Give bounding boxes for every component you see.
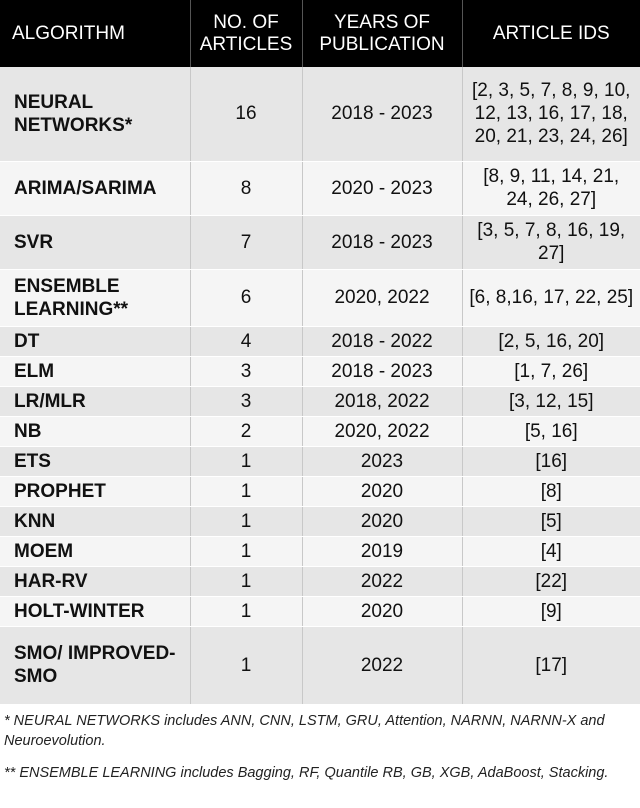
algorithm-cell: SVR bbox=[0, 215, 190, 269]
years-cell: 2020 bbox=[302, 506, 462, 536]
years-cell: 2020, 2022 bbox=[302, 269, 462, 326]
article-ids-cell: [6, 8,16, 17, 22, 25] bbox=[462, 269, 640, 326]
article-ids-cell: [5] bbox=[462, 506, 640, 536]
article-count-cell: 3 bbox=[190, 356, 302, 386]
algorithm-cell: HOLT-WINTER bbox=[0, 596, 190, 626]
algorithm-cell: ENSEMBLE LEARNING** bbox=[0, 269, 190, 326]
article-ids-cell: [8] bbox=[462, 476, 640, 506]
article-ids-cell: [16] bbox=[462, 446, 640, 476]
algorithm-cell: ETS bbox=[0, 446, 190, 476]
header-algorithm: ALGORITHM bbox=[0, 0, 190, 67]
years-cell: 2018 - 2023 bbox=[302, 67, 462, 161]
article-count-cell: 8 bbox=[190, 161, 302, 215]
algorithm-cell: HAR-RV bbox=[0, 566, 190, 596]
table-body bbox=[0, 67, 640, 704]
article-count-cell: 1 bbox=[190, 536, 302, 566]
table-row bbox=[0, 446, 640, 476]
years-cell: 2018, 2022 bbox=[302, 386, 462, 416]
table-row bbox=[0, 566, 640, 596]
algorithm-cell: DT bbox=[0, 326, 190, 356]
article-count-cell: 1 bbox=[190, 506, 302, 536]
table-row bbox=[0, 536, 640, 566]
article-count-cell: 7 bbox=[190, 215, 302, 269]
article-ids-cell: [3, 5, 7, 8, 16, 19, 27] bbox=[462, 215, 640, 269]
article-count-cell: 1 bbox=[190, 446, 302, 476]
algorithm-cell: NB bbox=[0, 416, 190, 446]
table-row bbox=[0, 67, 640, 161]
table-row bbox=[0, 269, 640, 326]
algorithm-cell: ELM bbox=[0, 356, 190, 386]
years-cell: 2020 bbox=[302, 476, 462, 506]
algorithm-cell: ARIMA/SARIMA bbox=[0, 161, 190, 215]
article-count-cell: 1 bbox=[190, 626, 302, 704]
years-cell: 2022 bbox=[302, 626, 462, 704]
article-count-cell: 6 bbox=[190, 269, 302, 326]
article-count-cell: 1 bbox=[190, 476, 302, 506]
article-count-cell: 1 bbox=[190, 566, 302, 596]
article-ids-cell: [3, 12, 15] bbox=[462, 386, 640, 416]
footnote-ensemble-learning: ** ENSEMBLE LEARNING includes Bagging, RF, Quantile RB, GB, XGB, AdaBoost, Stacking. bbox=[4, 764, 609, 781]
algorithm-cell: LR/MLR bbox=[0, 386, 190, 416]
header-article-ids: ARTICLE IDS bbox=[462, 0, 640, 67]
table-row bbox=[0, 506, 640, 536]
article-ids-cell: [17] bbox=[462, 626, 640, 704]
header-row bbox=[0, 0, 640, 67]
footnotes bbox=[0, 705, 640, 783]
table-row bbox=[0, 596, 640, 626]
table-row bbox=[0, 626, 640, 704]
table-row bbox=[0, 161, 640, 215]
article-count-cell: 2 bbox=[190, 416, 302, 446]
years-cell: 2019 bbox=[302, 536, 462, 566]
years-cell: 2018 - 2023 bbox=[302, 356, 462, 386]
years-cell: 2022 bbox=[302, 566, 462, 596]
algorithm-cell: MOEM bbox=[0, 536, 190, 566]
years-cell: 2018 - 2023 bbox=[302, 215, 462, 269]
article-ids-cell: [22] bbox=[462, 566, 640, 596]
table-row bbox=[0, 386, 640, 416]
algorithm-cell: PROPHET bbox=[0, 476, 190, 506]
article-count-cell: 4 bbox=[190, 326, 302, 356]
article-ids-cell: [1, 7, 26] bbox=[462, 356, 640, 386]
table-row bbox=[0, 416, 640, 446]
algorithm-cell: NEURAL NETWORKS* bbox=[0, 67, 190, 161]
table-row bbox=[0, 356, 640, 386]
article-ids-cell: [2, 3, 5, 7, 8, 9, 10, 12, 13, 16, 17, 18, 20, 21, 23, 24, 26] bbox=[462, 67, 640, 161]
table-row bbox=[0, 476, 640, 506]
algorithm-cell: SMO/ IMPROVED-SMO bbox=[0, 626, 190, 704]
algorithm-cell: KNN bbox=[0, 506, 190, 536]
article-ids-cell: [2, 5, 16, 20] bbox=[462, 326, 640, 356]
header-years-of-publication: YEARS OF PUBLICATION bbox=[302, 0, 462, 67]
table-row bbox=[0, 326, 640, 356]
years-cell: 2020, 2022 bbox=[302, 416, 462, 446]
years-cell: 2023 bbox=[302, 446, 462, 476]
footnote-neural-networks: * NEURAL NETWORKS includes ANN, CNN, LSTM, GRU, Attention, NARNN, NARNN-X and Neuroevolution. bbox=[4, 712, 605, 749]
article-ids-cell: [5, 16] bbox=[462, 416, 640, 446]
article-ids-cell: [9] bbox=[462, 596, 640, 626]
header-no-of-articles: NO. OF ARTICLES bbox=[190, 0, 302, 67]
years-cell: 2020 bbox=[302, 596, 462, 626]
years-cell: 2018 - 2022 bbox=[302, 326, 462, 356]
table-row bbox=[0, 215, 640, 269]
years-cell: 2020 - 2023 bbox=[302, 161, 462, 215]
article-count-cell: 3 bbox=[190, 386, 302, 416]
article-count-cell: 16 bbox=[190, 67, 302, 161]
article-count-cell: 1 bbox=[190, 596, 302, 626]
article-ids-cell: [4] bbox=[462, 536, 640, 566]
article-ids-cell: [8, 9, 11, 14, 21, 24, 26, 27] bbox=[462, 161, 640, 215]
